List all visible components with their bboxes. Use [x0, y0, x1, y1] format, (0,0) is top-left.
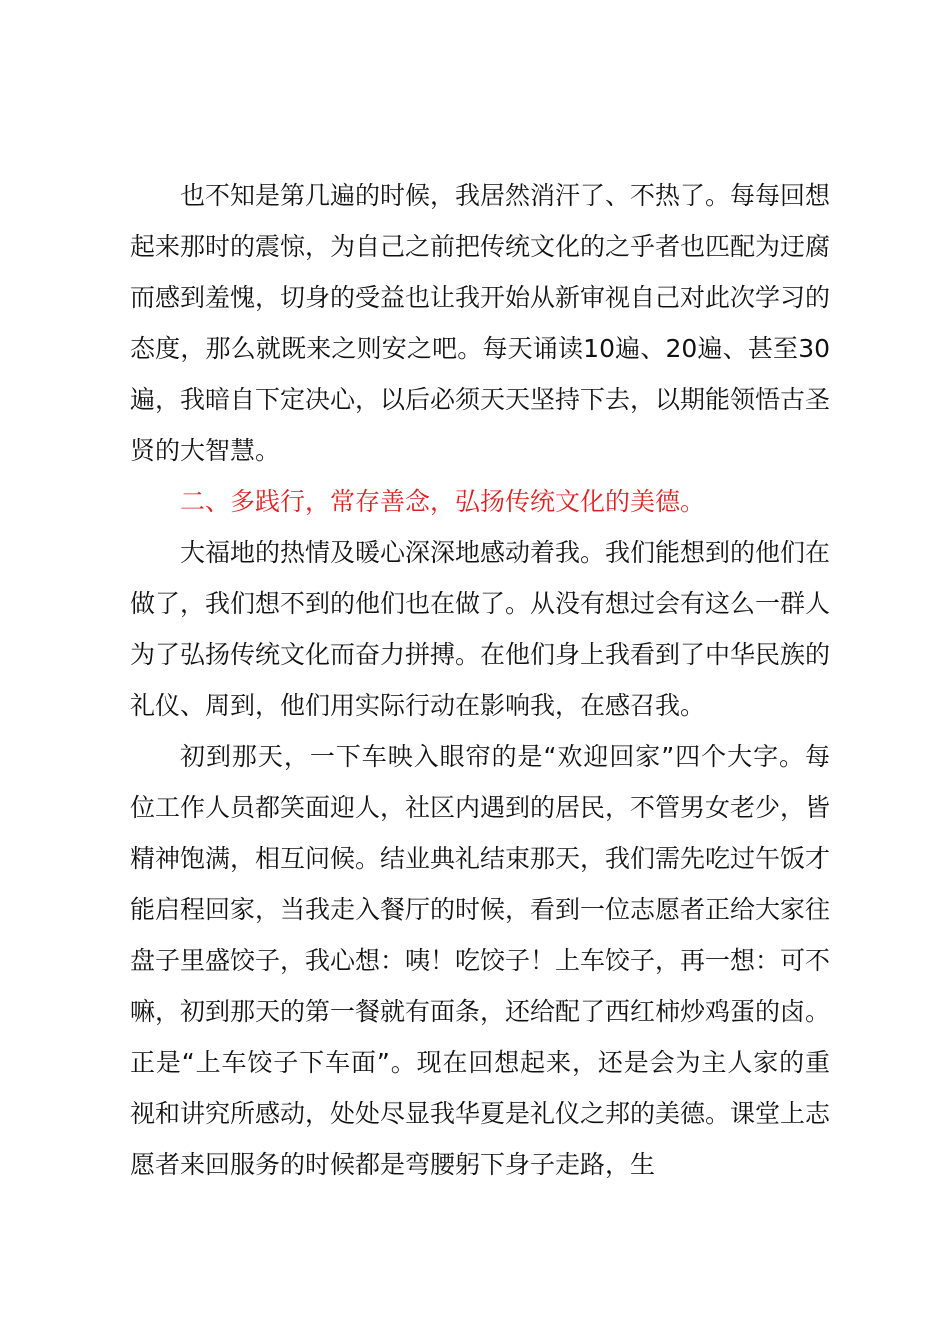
body-paragraph-2: 大福地的热情及暖心深深地感动着我。我们能想到的他们在做了，我们想不到的他们也在做了。从没有想过会有这么一群人为了弘扬传统文化而奋力拼搏。在他们身上我看到了中华民族的礼仪、周到，他们用实际行动在影响我，在感召我。 [130, 538, 831, 720]
document-body [130, 170, 830, 1190]
body-paragraph-3: 初到那天，一下车映入眼帘的是“欢迎回家”四个大字。每位工作人员都笑面迎人，社区内遇到的居民，不管男女老少，皆精神饱满，相互问候。结业典礼结束那天，我们需先吃过午饭才能启程回家，当我走入餐厅的时候，看到一位志愿者正给大家往盘子里盛饺子，我心想：咦！吃饺子！上车饺子，再一想：可不嘛，初到那天的第一餐就有面条，还给配了西红柿炒鸡蛋的卤。正是“上车饺子下车面”。现在回想起来，还是会为主人家的重视和讲究所感动，处处尽显我华夏是礼仪之邦的美德。课堂上志愿者来回服务的时候都是弯腰躬下身子走路，生 [130, 742, 831, 1179]
section-heading: 二、多践行，常存善念，弘扬传统文化的美德。 [180, 487, 706, 516]
body-paragraph-1: 也不知是第几遍的时候，我居然消汗了、不热了。每每回想起来那时的震惊，为自己之前把传统文化的之乎者也匹配为迂腐而感到羞愧，切身的受益也让我开始从新审视自己对此次学习的态度，那么就既来之则安之吧。每天诵读10遍、20遍、甚至30遍，我暗自下定决心，以后必须天天坚持下去，以期能领悟古圣贤的大智慧。 [130, 181, 831, 465]
